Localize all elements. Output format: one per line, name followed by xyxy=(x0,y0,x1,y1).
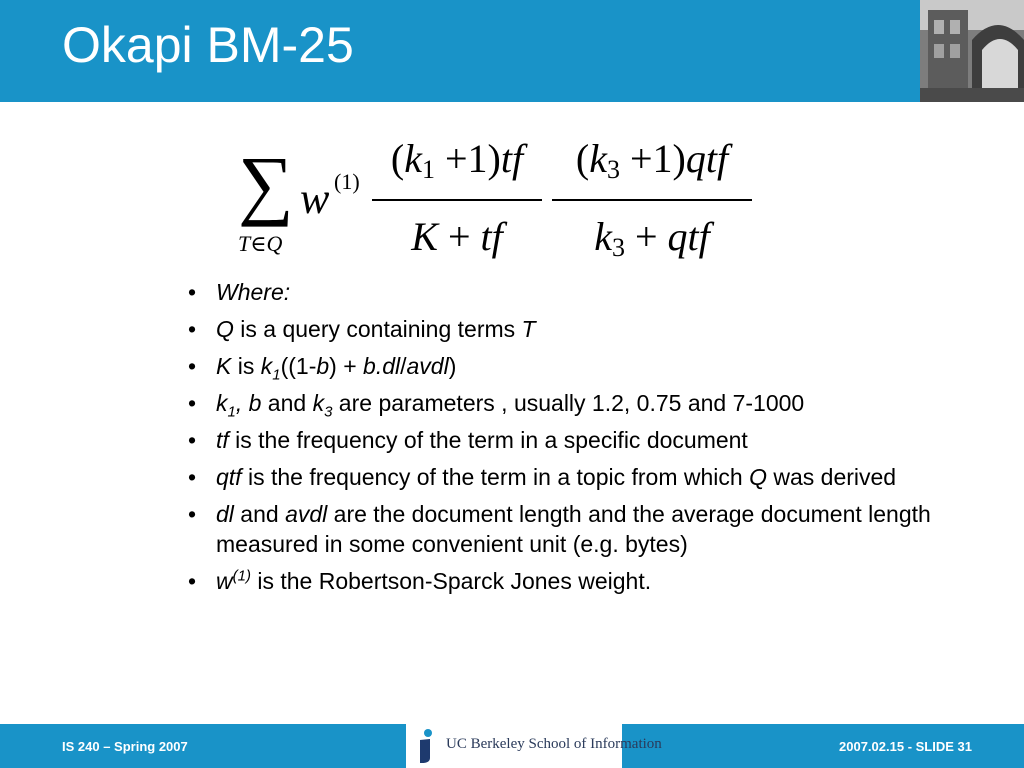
building-photo-icon xyxy=(920,0,1024,102)
bullet-dl-avdl: • dl and avdl are the document length and the average document length measured in some convenient unit (e.g. bytes) xyxy=(182,499,982,559)
fraction-bar xyxy=(372,199,542,201)
bullet-K-definition: • K is $k_1((1-b)$ + b.dl/avdl) xyxy=(182,351,982,381)
weight-symbol: w xyxy=(300,174,330,223)
fraction-tf-numerator: $(k_1 +1)tf$ xyxy=(390,136,524,184)
summation-index: T∈Q xyxy=(238,231,283,256)
fraction-tf-denominator: K + tf xyxy=(411,214,503,259)
bullet-where: • Where: xyxy=(182,277,982,307)
fraction-qtf xyxy=(552,135,752,265)
course-label: IS 240 – Spring 2007 xyxy=(62,739,188,754)
fraction-tf xyxy=(372,135,542,265)
weight-superscript: (1) xyxy=(334,169,360,194)
fraction-bar xyxy=(552,199,752,201)
bm25-formula xyxy=(230,135,770,270)
definitions-list xyxy=(182,277,982,603)
bullet-qtf: • qtf is the frequency of the term in a topic from which Q was derived xyxy=(182,462,982,492)
logo-text: UC Berkeley School of Information xyxy=(446,736,662,752)
bullet-query: • Q is a query containing terms T xyxy=(182,314,982,344)
bullet-weight: • $w^{(1)}$ is the Robertson-Sparck Jones weight. xyxy=(182,566,982,596)
ischool-logo-icon xyxy=(416,728,436,764)
fraction-qtf-numerator: $(k_3 +1)qtf$ xyxy=(575,136,729,184)
school-logo xyxy=(406,724,662,768)
header-photo xyxy=(920,0,1024,102)
slide-footer xyxy=(0,724,1024,768)
slide-header xyxy=(0,0,1024,102)
bullet-parameters: • $k_1$, b and $k_3$ are parameters , usually 1.2, 0.75 and 7-1000 xyxy=(182,388,982,418)
slide-title: Okapi BM-25 xyxy=(62,17,354,73)
slide-number: 2007.02.15 - SLIDE 31 xyxy=(839,739,972,754)
bullet-tf: • tf is the frequency of the term in a specific document xyxy=(182,425,982,455)
summation-symbol: ∑ xyxy=(238,140,294,227)
fraction-qtf-denominator: $k_3$ + qtf xyxy=(594,214,710,262)
